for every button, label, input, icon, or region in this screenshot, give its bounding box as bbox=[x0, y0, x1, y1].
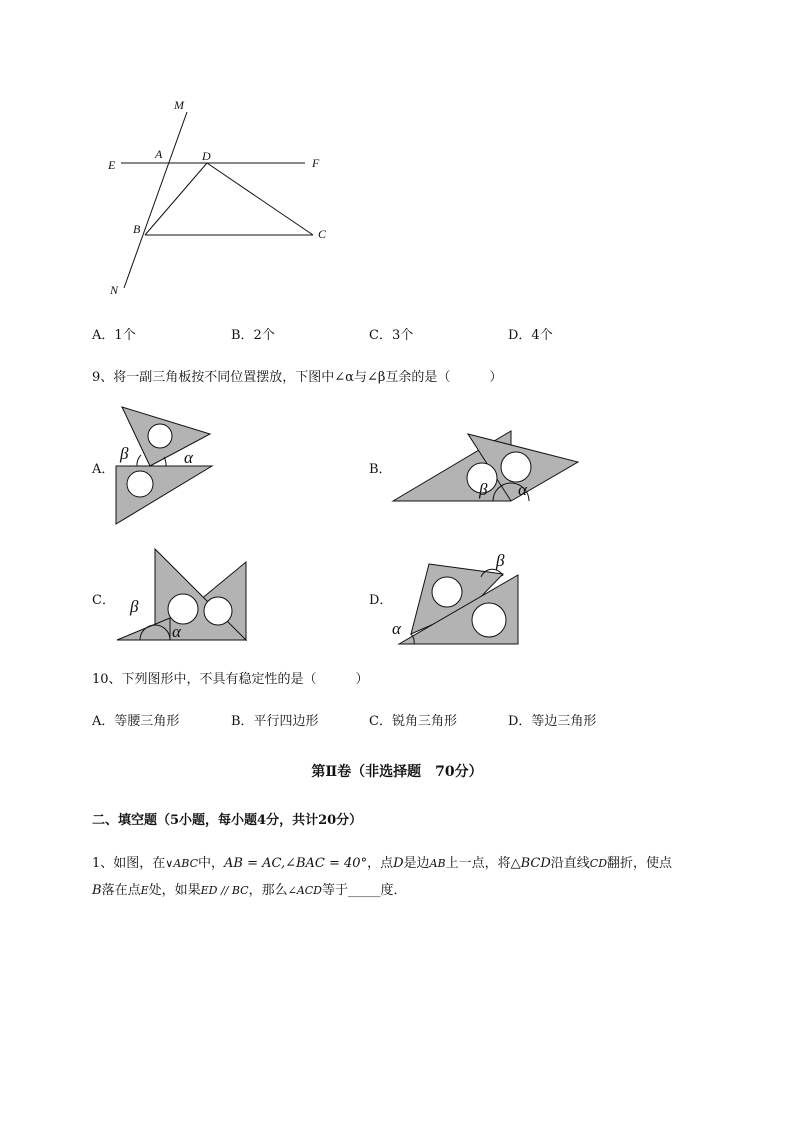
label-e: E bbox=[108, 158, 116, 172]
q8-option-c: C．3个 bbox=[369, 328, 414, 343]
fill-q1-angle-acd: ∠ACD bbox=[287, 884, 323, 897]
q9-option-a-label: A． bbox=[92, 462, 115, 477]
fill-q1-text-a: 1、如图，在 bbox=[92, 856, 166, 871]
figure-d-hole-1 bbox=[432, 577, 462, 607]
fill-q1-triangle-bcd: △BCD bbox=[510, 856, 551, 871]
figure-d-alpha: α bbox=[392, 619, 401, 638]
q10-question-text: 10、下列图形中，不具有稳定性的是（ ） bbox=[92, 672, 369, 687]
figure-c-alpha: α bbox=[172, 622, 181, 641]
label-a: A bbox=[155, 147, 163, 161]
figure-a-alpha-arc bbox=[164, 457, 166, 466]
fill-q1-point-b: B bbox=[92, 883, 102, 898]
fill-q1-line1 bbox=[92, 852, 672, 871]
q10-option-c: C．锐角三角形 bbox=[369, 714, 457, 729]
label-m: M bbox=[174, 98, 184, 112]
fill-q1-text-h: 翻折，使点 bbox=[607, 856, 673, 871]
q9-option-d-label: D． bbox=[369, 593, 393, 608]
figure-b bbox=[393, 431, 578, 501]
figure-a-beta: β bbox=[120, 444, 129, 463]
section-2-title: 二、填空题（5小题，每小题4分，共计20分） bbox=[92, 813, 363, 828]
figure-b-alpha: α bbox=[518, 480, 527, 499]
figure-c-hole-1 bbox=[168, 594, 198, 624]
q10-option-a: A．等腰三角形 bbox=[92, 714, 180, 729]
fill-q1-equation: AB = AC,∠BAC = 40° bbox=[224, 856, 368, 871]
fill-q1-line2 bbox=[92, 879, 407, 898]
part-2-title: 第Ⅱ卷（非选择题 70分） bbox=[311, 764, 483, 780]
fill-q1-text-l: 等于_____度． bbox=[322, 883, 407, 898]
figure-c-beta: β bbox=[130, 597, 139, 616]
figure-c-hole-2 bbox=[204, 597, 232, 625]
fill-q1-text-i: 落在点 bbox=[101, 883, 141, 898]
figure-a bbox=[116, 407, 212, 524]
fill-q1-text-b: 中， bbox=[197, 856, 224, 871]
q9-option-c-label: C． bbox=[92, 593, 115, 608]
q8-option-b: B．2个 bbox=[231, 328, 275, 343]
figure-d bbox=[392, 551, 518, 644]
label-c: C bbox=[318, 227, 327, 241]
fill-q1-text-k: ，那么 bbox=[248, 883, 288, 898]
fill-q1-text-g: 沿直线 bbox=[550, 856, 590, 871]
q10-option-d: D．等边三角形 bbox=[508, 714, 597, 729]
figure-a-top-hole bbox=[148, 424, 172, 448]
label-d: D bbox=[202, 149, 211, 163]
q8-option-a: A．1个 bbox=[92, 328, 136, 343]
label-f: F bbox=[312, 156, 320, 170]
figure-d-hole-2 bbox=[472, 603, 506, 637]
fill-q1-side-ab: AB bbox=[429, 857, 446, 870]
label-n: N bbox=[110, 283, 119, 297]
fill-q1-text-j: 处，如果 bbox=[148, 883, 201, 898]
fill-q1-point-e: E bbox=[140, 884, 149, 897]
figure-b-hole-2 bbox=[501, 452, 531, 482]
figure-c-base-triangle bbox=[117, 618, 170, 640]
figure-a-alpha: α bbox=[184, 448, 193, 467]
figure-d-beta: β bbox=[496, 551, 505, 570]
fill-q1-triangle: ∨ABC bbox=[165, 857, 198, 870]
figure-a-bottom-hole bbox=[127, 471, 153, 497]
fill-q1-parallel: ED // BC bbox=[200, 884, 249, 897]
q8-option-d: D．4个 bbox=[508, 328, 553, 343]
q9-option-b-label: B． bbox=[369, 462, 392, 477]
figure-a-beta-arc bbox=[137, 455, 141, 466]
fill-q1-line-cd: CD bbox=[589, 857, 608, 870]
q10-option-b: B．平行四边形 bbox=[231, 714, 319, 729]
figure-c bbox=[117, 549, 246, 641]
q9-question-text: 9、将一副三角板按不同位置摆放，下图中∠α与∠β互余的是（ ） bbox=[92, 370, 503, 385]
fill-q1-text-e: 是边 bbox=[403, 856, 430, 871]
fill-q1-text-c: ，点 bbox=[367, 856, 394, 871]
fill-q1-point-d: D bbox=[393, 856, 404, 871]
fill-q1-text-f: 上一点，将 bbox=[445, 856, 511, 871]
figure-b-beta: β bbox=[479, 480, 488, 499]
label-b: B bbox=[133, 222, 141, 236]
